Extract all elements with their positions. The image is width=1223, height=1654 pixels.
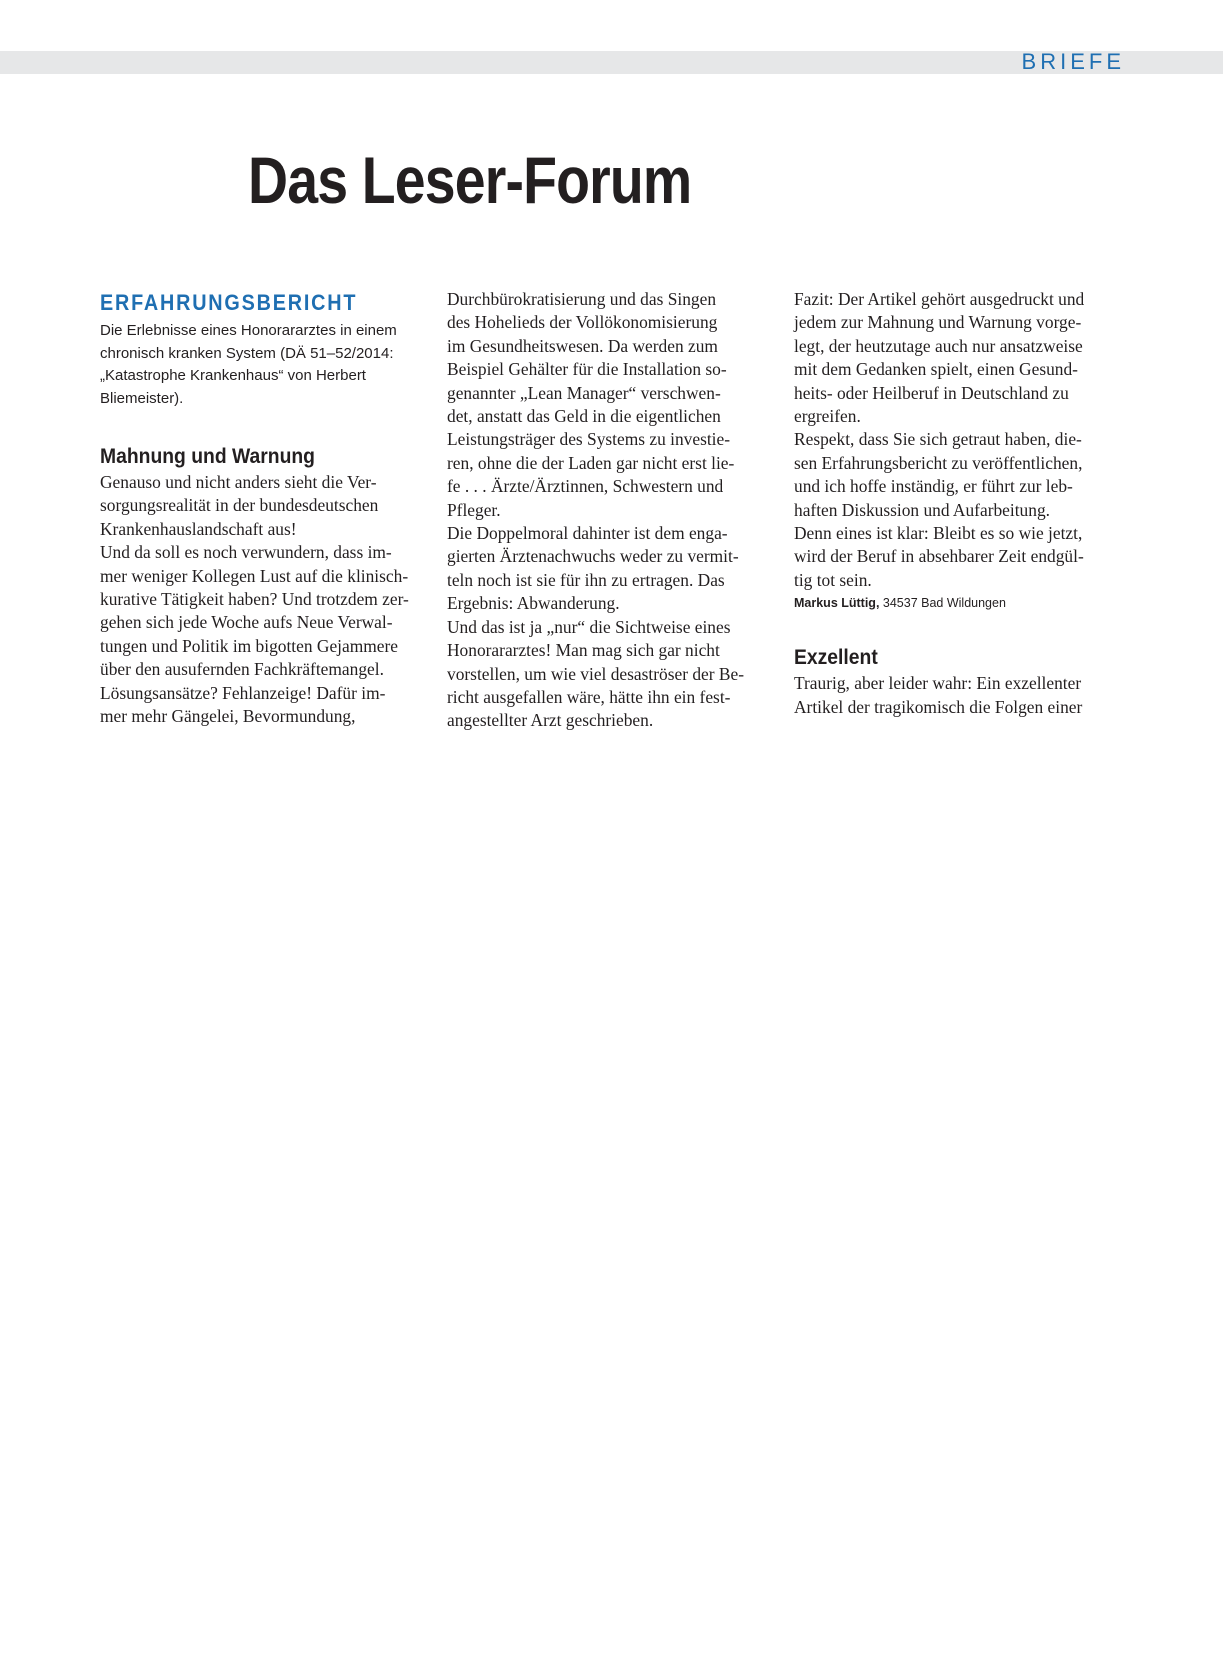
text-line: tungen und Politik im bigotten Gejammere [100, 635, 399, 656]
text-line: vorstellen, um wie viel desaströser der Be- [447, 663, 744, 684]
text-line: mer mehr Gängelei, Bevormundung, [100, 706, 356, 727]
letter-body [794, 288, 1124, 592]
text-line: jedem zur Mahnung und Warnung vorge- [794, 312, 1082, 333]
text-line: haften Diskussion und Aufarbeitung. [794, 499, 1050, 520]
text-line: gehen sich jede Woche aufs Neue Verwal- [100, 612, 393, 633]
text-line: sen Erfahrungsbericht zu veröffentlichen, [794, 452, 1083, 473]
text-line: legt, der heutzutage auch nur ansatzweise [794, 335, 1083, 356]
text-line: Pfleger. [447, 499, 501, 520]
author-signature [794, 594, 1124, 612]
text-line: Durchbürokratisierung und das Singen [447, 289, 717, 309]
text-line: Die Doppelmoral dahinter ist dem enga- [447, 523, 728, 544]
text-line: ren, ohne die der Laden gar nicht erst lie- [447, 452, 735, 473]
text-line: richt ausgefallen wäre, hätte ihn ein fest- [447, 686, 731, 707]
column-1 [100, 288, 430, 728]
letter-body [794, 672, 1124, 719]
text-line: Leistungsträger des Systems zu investie- [447, 429, 731, 450]
text-line: Und da soll es noch verwundern, dass im- [100, 542, 392, 563]
letter-headline: Mahnung und Warnung [100, 445, 315, 468]
text-line: über den ausufernden Fachkräftemangel. [100, 659, 384, 680]
text-line: fe . . . Ärzte/Ärztinnen, Schwestern und [447, 476, 724, 497]
author-name: Markus Lüttig, [794, 596, 880, 611]
text-line: sorgungsrealität in der bundesdeutschen [100, 495, 379, 516]
kicker: ERFAHRUNGSBERICHT [100, 290, 358, 315]
text-line: Genauso und nicht anders sieht die Ver- [100, 472, 377, 492]
text-line: Beispiel Gehälter für die Installation so- [447, 359, 727, 380]
text-line: Honorararztes! Man mag sich gar nicht [447, 640, 720, 661]
text-line: kurative Tätigkeit haben? Und trotzdem zer- [100, 589, 409, 610]
section-label: BRIEFE [1021, 49, 1125, 74]
text-line: Respekt, dass Sie sich getraut haben, die- [794, 429, 1082, 450]
text-line: Ergebnis: Abwanderung. [447, 593, 620, 614]
text-line: Krankenhauslandschaft aus! [100, 518, 297, 539]
text-line: wird der Beruf in absehbarer Zeit endgül- [794, 546, 1084, 567]
text-line: Und das ist ja „nur“ die Sichtweise eines [447, 616, 731, 637]
page-title: Das Leser-Forum [248, 143, 692, 217]
column-3 [794, 288, 1124, 719]
column-2 [447, 288, 777, 733]
text-line: mer weniger Kollegen Lust auf die klinisch- [100, 565, 409, 586]
text-line: tig tot sein. [794, 569, 872, 590]
text-line: Fazit: Der Artikel gehört ausgedruckt und [794, 289, 1085, 309]
author-place: 34537 Bad Wildungen [879, 596, 1006, 611]
text-line: Artikel der tragikomisch die Folgen einer [794, 696, 1083, 717]
text-line: genannter „Lean Manager“ verschwen- [447, 382, 721, 403]
letter-headline: Exzellent [794, 646, 878, 670]
intro-text: Die Erlebnisse eines Honorararztes in einem chronisch kranken System (DÄ 51–52/2014: „Katastrophe Krankenhaus“ von Herbert Bliemeister). [100, 322, 397, 407]
text-line: ergreifen. [794, 406, 861, 427]
letter-body [447, 288, 777, 733]
text-line: det, anstatt das Geld in die eigentlichen [447, 406, 721, 427]
text-line: heits- oder Heilberuf in Deutschland zu [794, 382, 1069, 403]
text-line: und ich hoffe inständig, er führt zur leb- [794, 476, 1073, 497]
text-line: Denn eines ist klar: Bleibt es so wie jetzt, [794, 523, 1083, 544]
text-line: Lösungsansätze? Fehlanzeige! Dafür im- [100, 682, 386, 703]
text-line: im Gesundheitswesen. Da werden zum [447, 335, 718, 356]
text-line: mit dem Gedanken spielt, einen Gesund- [794, 359, 1078, 380]
letter-body [100, 471, 430, 728]
text-line: angestellter Arzt geschrieben. [447, 710, 654, 731]
text-line: Traurig, aber leider wahr: Ein exzellenter [794, 673, 1082, 694]
text-line: des Hohelieds der Vollökonomisierung [447, 312, 718, 333]
text-line: teln noch ist sie für ihn zu ertragen. Das [447, 569, 725, 590]
text-line: gierten Ärztenachwuchs weder zu vermit- [447, 546, 739, 567]
